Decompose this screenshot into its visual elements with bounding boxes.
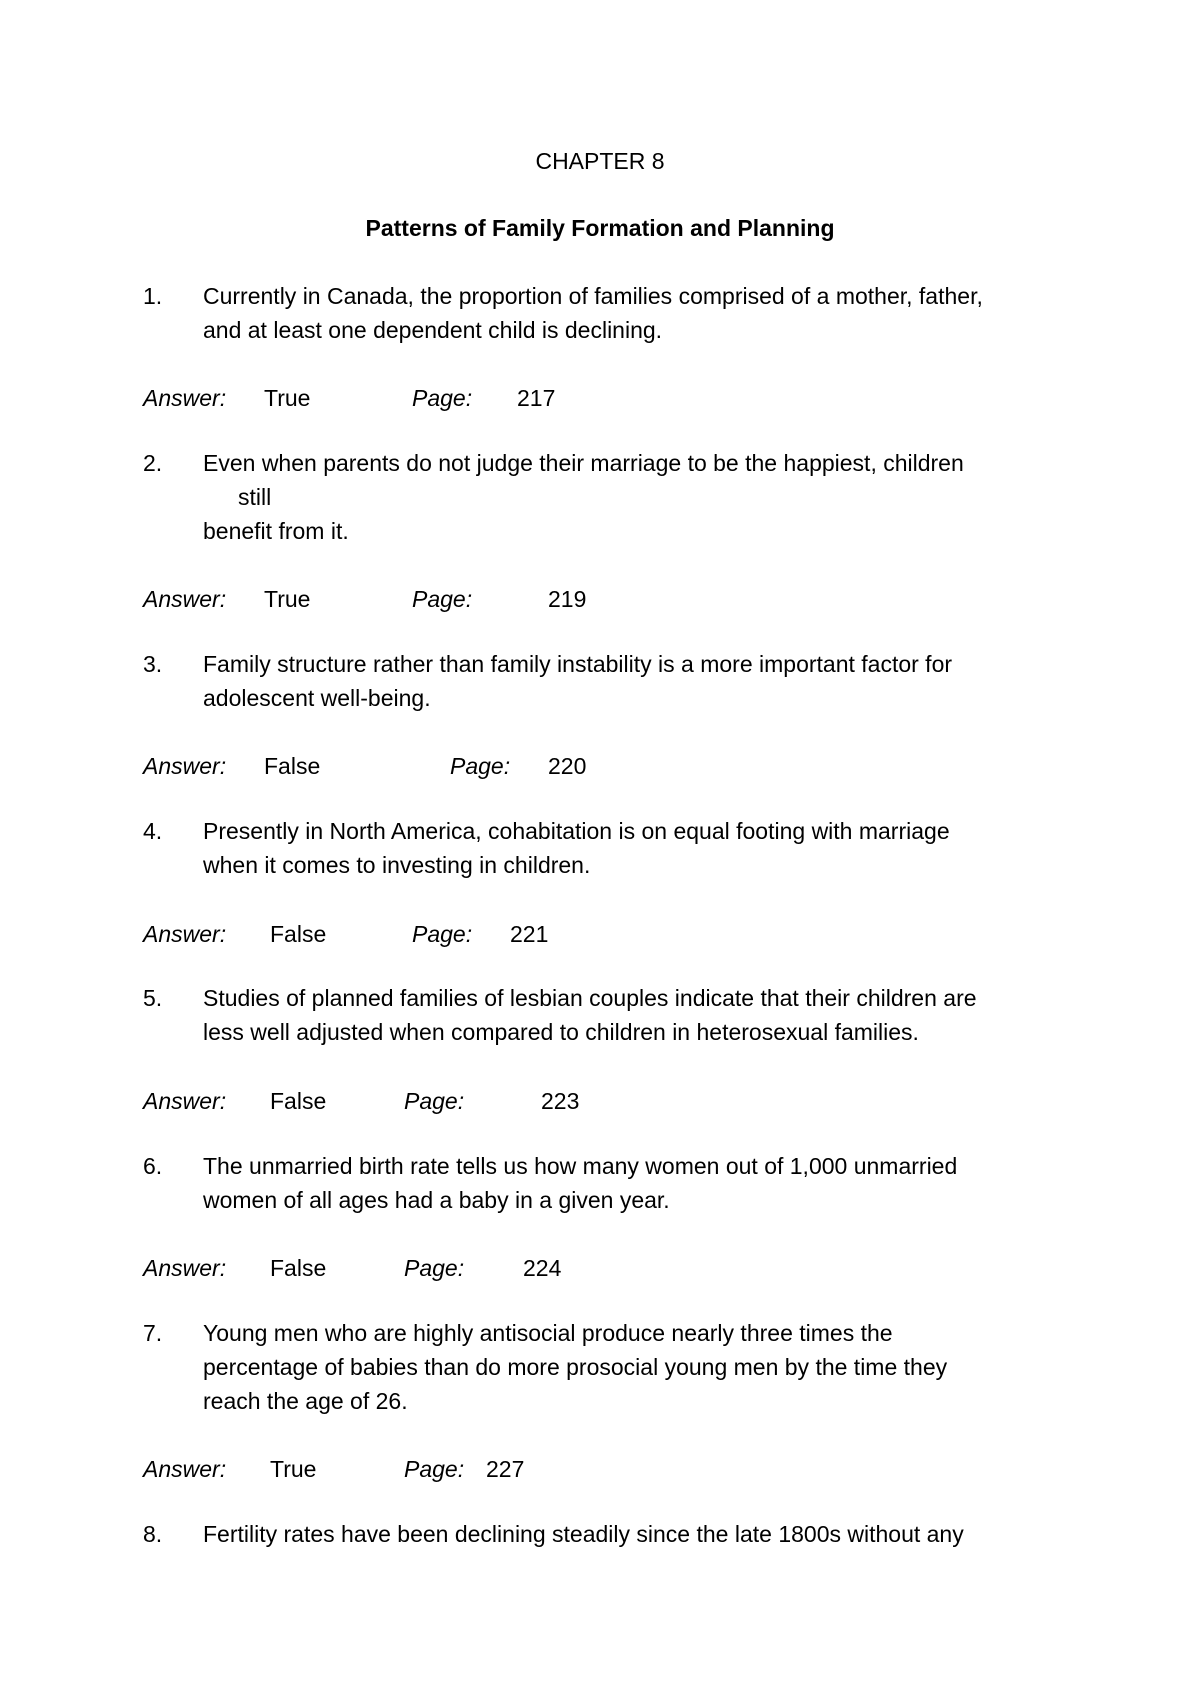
question-text-line: Presently in North America, cohabitation is on equal footing with marriage (203, 818, 950, 844)
answer-label: Answer: (143, 921, 227, 947)
answer-value: False (270, 1255, 327, 1281)
question-number: 1. (143, 283, 163, 309)
page-value: 223 (541, 1088, 580, 1114)
question-text-line: reach the age of 26. (203, 1388, 408, 1414)
question-text-line: Fertility rates have been declining steadily since the late 1800s without any (203, 1521, 964, 1547)
question-number: 3. (143, 651, 163, 677)
question-text-line: women of all ages had a baby in a given year. (203, 1187, 670, 1213)
page-label: Page: (404, 1088, 465, 1114)
page-label: Page: (412, 586, 473, 612)
answer-label: Answer: (143, 385, 227, 411)
page-value: 220 (548, 753, 587, 779)
page-value: 227 (486, 1456, 525, 1482)
answer-label: Answer: (143, 586, 227, 612)
question-text-line: percentage of babies than do more prosocial young men by the time they (203, 1354, 948, 1380)
question-text-line: benefit from it. (203, 518, 349, 544)
page-label: Page: (404, 1456, 465, 1482)
answer-label: Answer: (143, 1255, 227, 1281)
question-text-line: Family structure rather than family instability is a more important factor for (203, 651, 953, 677)
answer-value: False (270, 921, 327, 947)
answer-label: Answer: (143, 1456, 227, 1482)
question-text-line: Studies of planned families of lesbian couples indicate that their children are (203, 985, 977, 1011)
question-number: 5. (143, 985, 163, 1011)
page-label: Page: (404, 1255, 465, 1281)
question-number: 2. (143, 450, 163, 476)
page-label: Page: (450, 753, 511, 779)
question-text-line: when it comes to investing in children. (203, 852, 591, 878)
page-label: Page: (412, 921, 473, 947)
answer-value: True (264, 586, 311, 612)
question-text-line: and at least one dependent child is declining. (203, 317, 663, 343)
page-value: 221 (510, 921, 549, 947)
question-number: 4. (143, 818, 163, 844)
question-number: 7. (143, 1320, 163, 1346)
question-text-line: Even when parents do not judge their marriage to be the happiest, children (203, 450, 964, 476)
page-value: 219 (548, 586, 587, 612)
answer-label: Answer: (143, 1088, 227, 1114)
question-text-line: still (238, 484, 272, 510)
question-number: 8. (143, 1521, 163, 1547)
answer-label: Answer: (143, 753, 227, 779)
question-text-line: Currently in Canada, the proportion of families comprised of a mother, father, (203, 283, 983, 309)
answer-value: True (270, 1456, 317, 1482)
answer-value: True (264, 385, 311, 411)
chapter-title: Patterns of Family Formation and Planning (365, 215, 835, 241)
answer-value: False (270, 1088, 327, 1114)
question-number: 6. (143, 1153, 163, 1179)
page-value: 217 (517, 385, 556, 411)
question-text-line: Young men who are highly antisocial produce nearly three times the (203, 1320, 893, 1346)
question-text-line: adolescent well-being. (203, 685, 431, 711)
page-label: Page: (412, 385, 473, 411)
question-text-line: less well adjusted when compared to children in heterosexual families. (203, 1019, 919, 1045)
chapter-heading: CHAPTER 8 (535, 148, 665, 174)
answer-value: False (264, 753, 321, 779)
page-value: 224 (523, 1255, 562, 1281)
question-text-line: The unmarried birth rate tells us how many women out of 1,000 unmarried (203, 1153, 958, 1179)
